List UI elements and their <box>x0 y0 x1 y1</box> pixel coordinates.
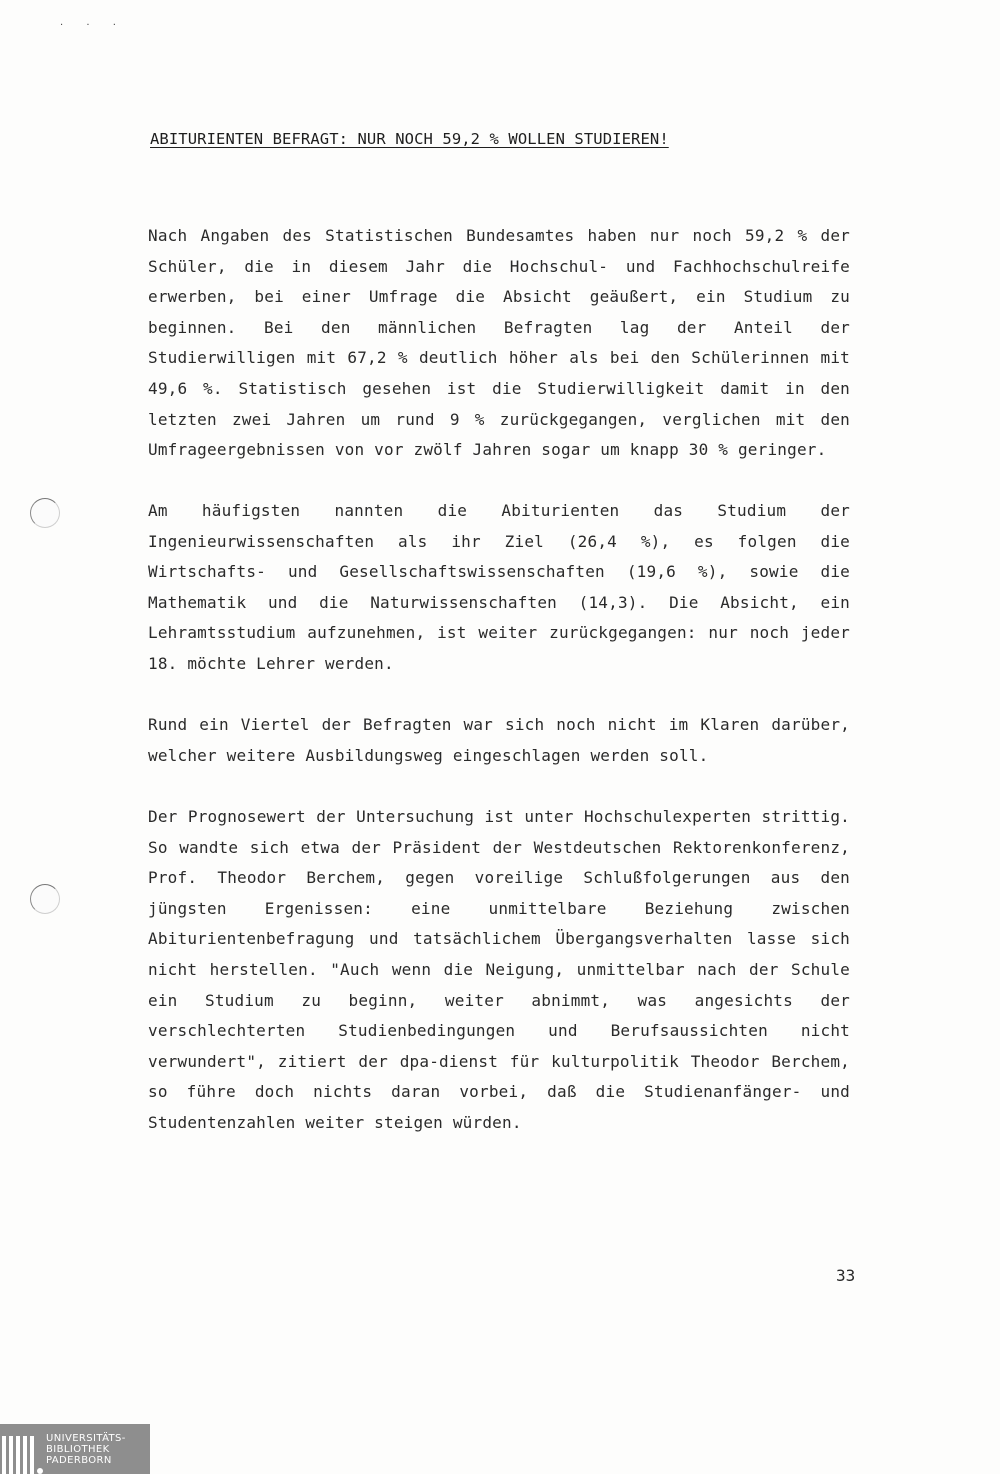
paragraph-4: Der Prognosewert der Untersuchung ist unter Hochschulexperten strittig. So wandte sich etwa der Präsident der Westdeutschen Rektorenkonferenz, Prof. Theodor Berchem, gegen voreilige Schlußfolgerungen aus den jüngsten Ergenissen: eine unmittelbare Beziehung zwischen Abiturientenbefragung und tatsächlichem Übergangsverhalten lasse sich nicht herstellen. "Auch wenn die Neigung, unmittelbar nach der Schule ein Studium zu beginn, weiter abnimmt, was angesichts der verschlechterten Studienbedingungen und Berufsaussichten nicht verwundert", zitiert der dpa-dienst für kulturpolitik Theodor Berchem, so führe doch nichts daran vorbei, daß die Studienanfänger- und Studentenzahlen weiter steigen würden. <box>148 807 850 1132</box>
page-number: 33 <box>836 1266 856 1285</box>
paragraph-1: Nach Angaben des Statistischen Bundesamtes haben nur noch 59,2 % der Schüler, die in diesem Jahr die Hochschul- und Fachhochschulreife erwerben, bei einer Umfrage die Absicht geäußert, ein Studium zu beginnen. Bei den männlichen Befragten lag der Anteil der Studierwilligen mit 67,2 % deutlich höher als bei den Schülerinnen mit 49,6 %. Statistisch gesehen ist die Studierwilligkeit damit in den letzten zwei Jahren um rund 9 % zurückgegangen, verglichen mit den Umfrageergebnissen von vor zwölf Jahren sogar um knapp 30 % geringer. <box>148 226 850 460</box>
punch-hole-top <box>30 498 60 528</box>
library-name: UNIVERSITÄTS- BIBLIOTHEK PADERBORN <box>46 1432 126 1466</box>
punch-hole-bottom <box>30 884 60 914</box>
paragraph-2: Am häufigsten nannten die Abiturienten das Studium der Ingenieurwissenschaften als ihr Ziel (26,4 %), es folgen die Wirtschafts- und Gesellschaftswissenschaften (19,6 %), sowie die Mathematik und die Naturwissenschaften (14,3). Die Absicht, ein Lehramtsstudium aufzunehmen, ist weiter zurückgegangen: nur noch jeder 18. möchte Lehrer werden. <box>148 501 850 673</box>
scan-specks: · · · <box>60 20 126 31</box>
library-logo-bars-icon <box>0 1424 46 1474</box>
headline: ABITURIENTEN BEFRAGT: NUR NOCH 59,2 % WOLLEN STUDIEREN! <box>150 130 669 148</box>
library-logo <box>0 1424 150 1474</box>
paragraph-3: Rund ein Viertel der Befragten war sich noch nicht im Klaren darüber, welcher weitere Ausbildungsweg eingeschlagen werden soll. <box>148 715 850 765</box>
